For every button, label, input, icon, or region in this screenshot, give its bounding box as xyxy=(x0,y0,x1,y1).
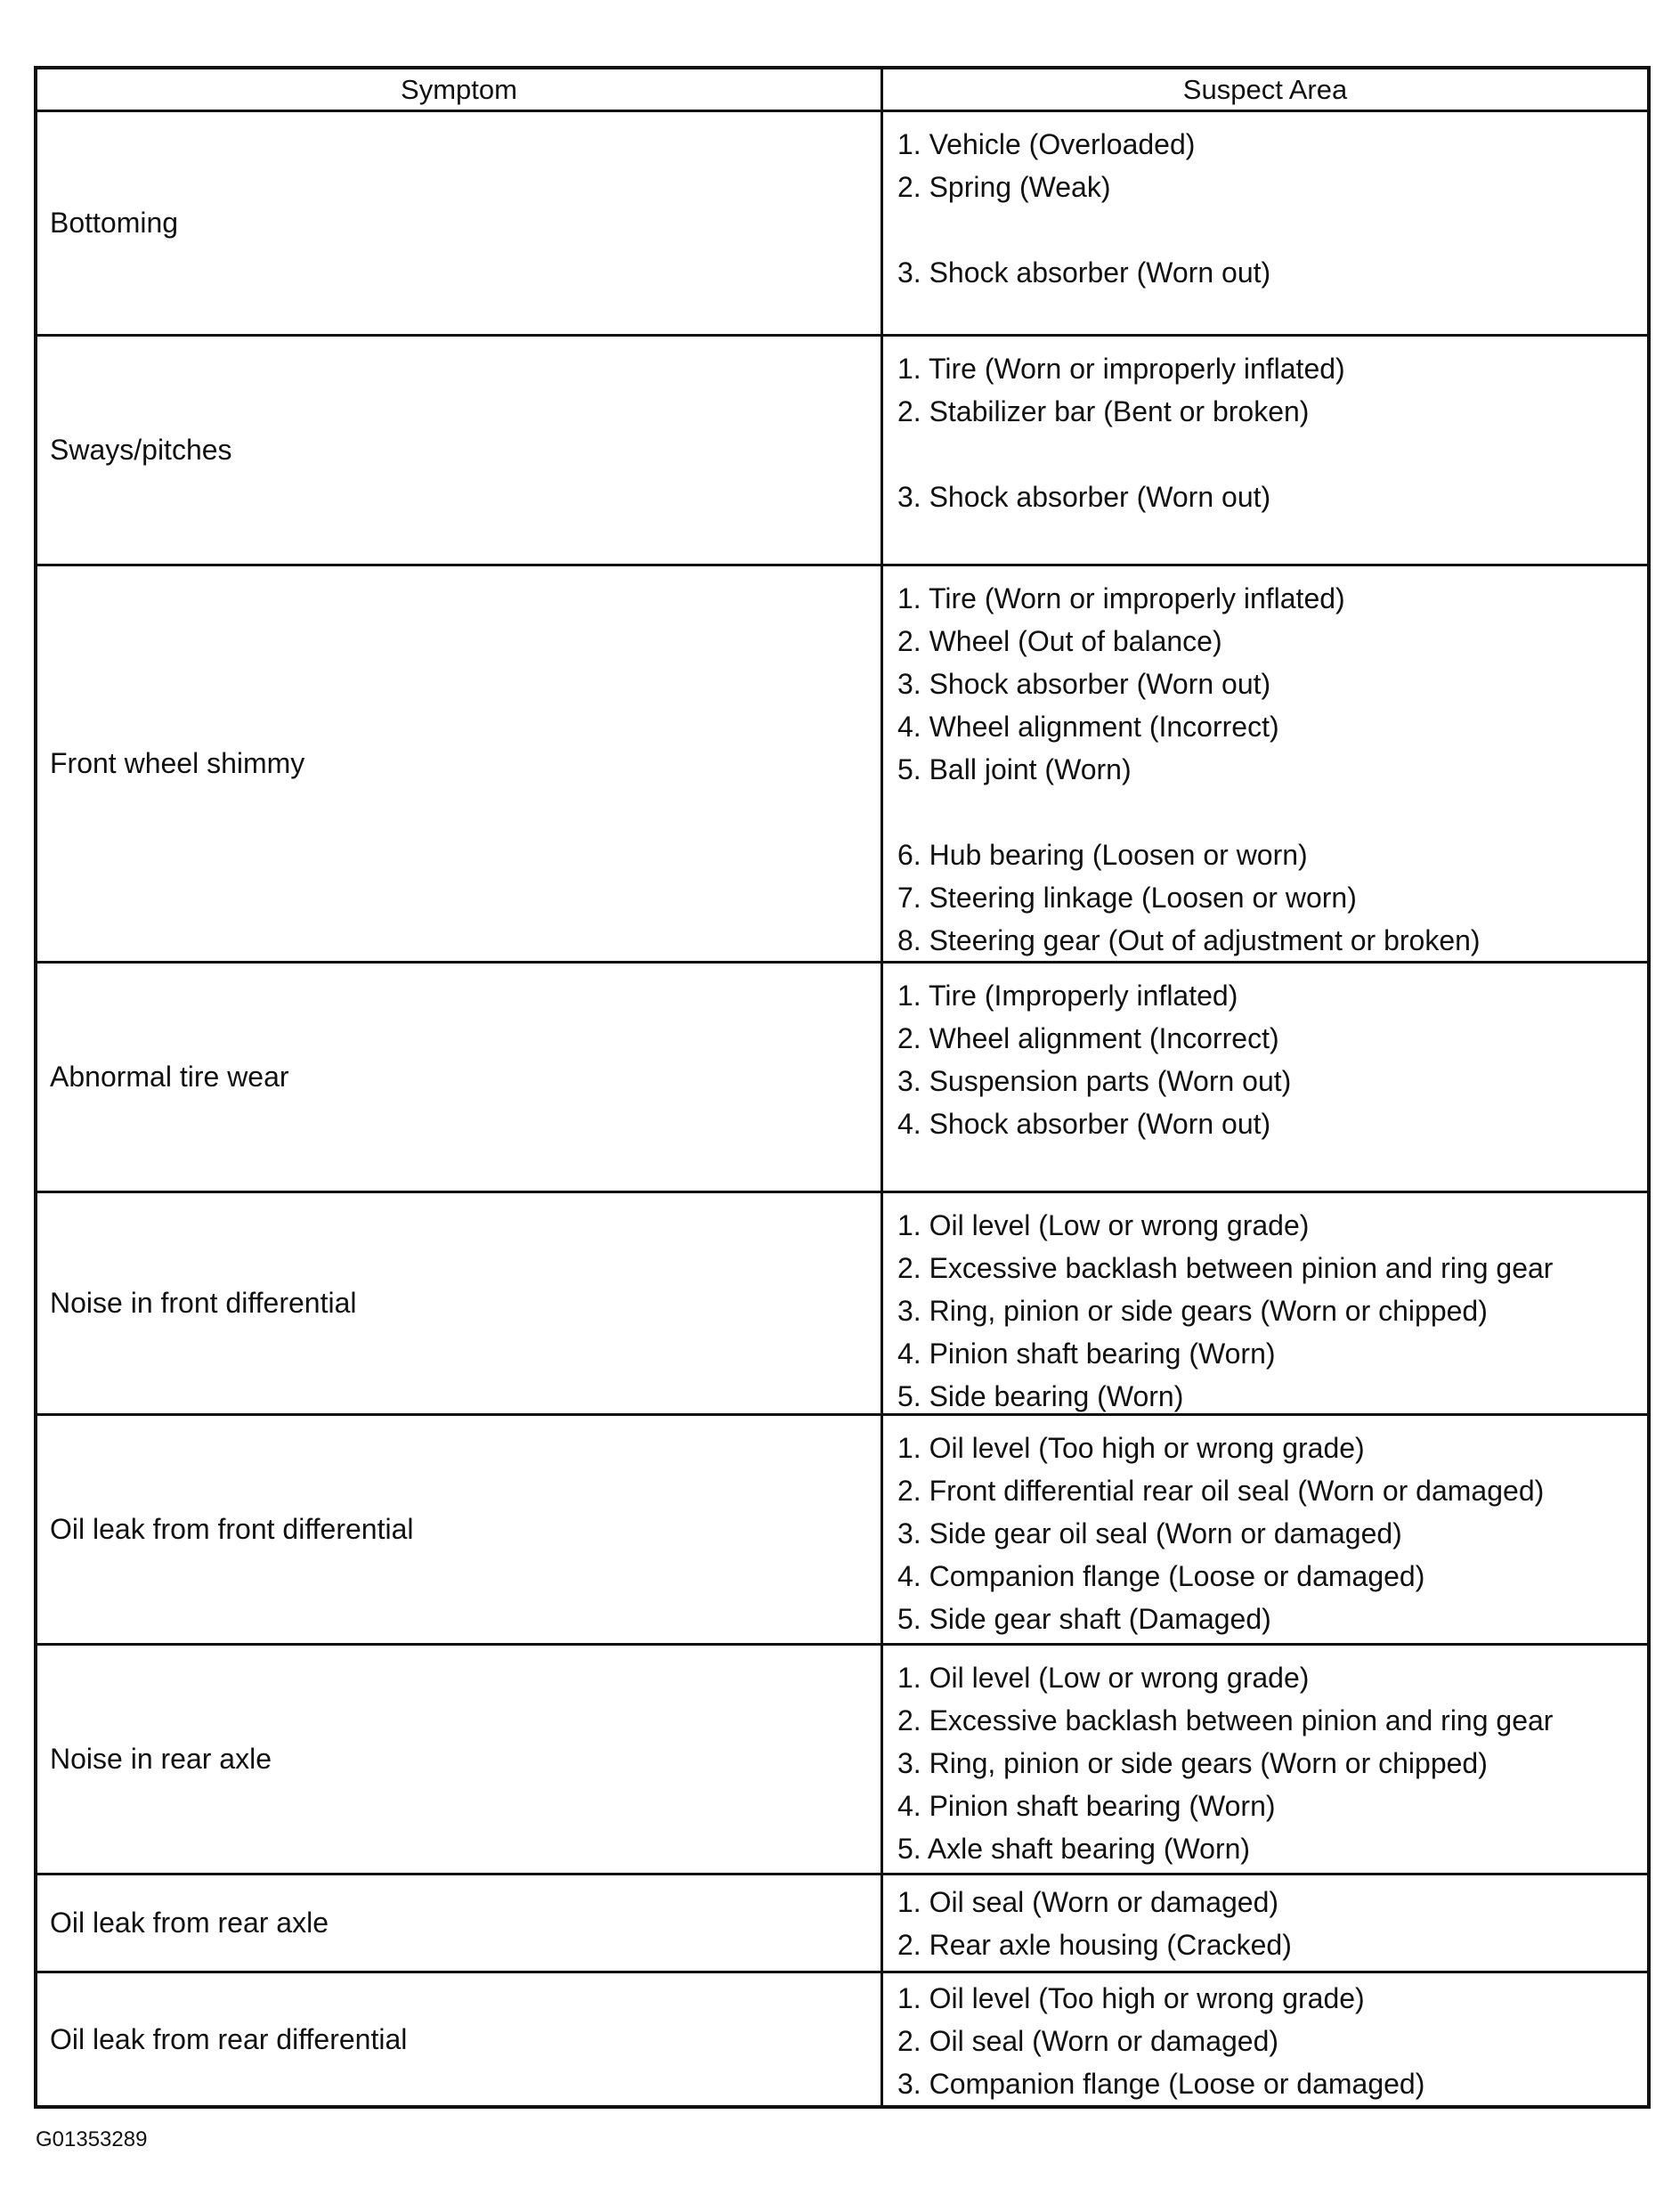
suspect-item: 4. Wheel alignment (Incorrect) xyxy=(897,711,1279,743)
table-row xyxy=(37,1646,1647,1875)
table-row xyxy=(37,964,1647,1193)
suspect-item: 4. Pinion shaft bearing (Worn) xyxy=(897,1790,1276,1822)
suspect-item: 1. Oil level (Low or wrong grade) xyxy=(897,1662,1310,1694)
suspect-item: 1. Tire (Improperly inflated) xyxy=(897,980,1238,1012)
suspect-item: 2. Stabilizer bar (Bent or broken) xyxy=(897,395,1310,427)
suspect-item: 2. Spring (Weak) xyxy=(897,171,1111,203)
suspect-cell xyxy=(883,1416,1647,1643)
suspect-item: 3. Companion flange (Loose or damaged) xyxy=(897,2068,1425,2100)
suspect-item: 2. Wheel alignment (Incorrect) xyxy=(897,1022,1279,1054)
suspect-item: 2. Front differential rear oil seal (Worn or damaged) xyxy=(897,1475,1545,1507)
suspect-item: 3. Shock absorber (Worn out) xyxy=(897,668,1271,700)
symptom-cell: Noise in rear axle xyxy=(37,1646,883,1873)
suspect-cell xyxy=(883,1973,1647,2105)
suspect-item: 1. Oil seal (Worn or damaged) xyxy=(897,1886,1279,1918)
suspect-item: 3. Shock absorber (Worn out) xyxy=(897,481,1271,513)
suspect-item: 1. Oil level (Too high or wrong grade) xyxy=(897,1432,1365,1464)
symptom-cell: Oil leak from rear axle xyxy=(37,1875,883,1971)
table-header xyxy=(37,69,1647,112)
suspect-item: 5. Ball joint (Worn) xyxy=(897,753,1132,785)
table-row xyxy=(37,566,1647,964)
table-row xyxy=(37,112,1647,337)
suspect-cell xyxy=(883,112,1647,334)
suspect-item: 3. Shock absorber (Worn out) xyxy=(897,256,1271,289)
suspect-item: 1. Oil level (Too high or wrong grade) xyxy=(897,1982,1365,2014)
suspect-item: 3. Suspension parts (Worn out) xyxy=(897,1065,1292,1097)
header-suspect-area: Suspect Area xyxy=(1182,73,1348,105)
header-symptom: Symptom xyxy=(37,69,883,110)
suspect-cell xyxy=(883,964,1647,1191)
suspect-cell xyxy=(883,337,1647,564)
symptom-cell: Bottoming xyxy=(37,112,883,334)
suspect-item: 4. Shock absorber (Worn out) xyxy=(897,1108,1271,1140)
figure-id: G01353289 xyxy=(36,2127,148,2151)
table-row xyxy=(37,1416,1647,1646)
suspect-item: 7. Steering linkage (Loosen or worn) xyxy=(897,882,1357,914)
symptom-cell: Noise in front differential xyxy=(37,1193,883,1413)
table-row xyxy=(37,337,1647,566)
suspect-cell xyxy=(883,1193,1647,1413)
suspect-item: 5. Side bearing (Worn) xyxy=(897,1380,1184,1412)
table-row xyxy=(37,1193,1647,1416)
symptom-cell: Sways/pitches xyxy=(37,337,883,564)
suspect-item: 1. Tire (Worn or improperly inflated) xyxy=(897,582,1345,614)
suspect-item: 5. Axle shaft bearing (Worn) xyxy=(897,1833,1251,1865)
suspect-item: 3. Ring, pinion or side gears (Worn or chipped) xyxy=(897,1295,1488,1327)
suspect-item: 1. Vehicle (Overloaded) xyxy=(897,128,1196,160)
suspect-item: 2. Rear axle housing (Cracked) xyxy=(897,1929,1292,1961)
symptom-cell: Oil leak from front differential xyxy=(37,1416,883,1643)
suspect-item: 1. Tire (Worn or improperly inflated) xyxy=(897,353,1345,385)
suspect-item: 4. Companion flange (Loose or damaged) xyxy=(897,1560,1425,1592)
suspect-item: 2. Wheel (Out of balance) xyxy=(897,625,1222,657)
suspect-item: 2. Oil seal (Worn or damaged) xyxy=(897,2025,1279,2057)
symptom-cell: Front wheel shimmy xyxy=(37,566,883,961)
suspect-item: 3. Side gear oil seal (Worn or damaged) xyxy=(897,1517,1402,1549)
suspect-item: 2. Excessive backlash between pinion and ring gear xyxy=(897,1252,1554,1284)
suspect-cell xyxy=(883,566,1647,961)
suspect-item: 6. Hub bearing (Loosen or worn) xyxy=(897,839,1308,871)
suspect-item: 8. Steering gear (Out of adjustment or broken) xyxy=(897,924,1481,956)
suspect-item: 2. Excessive backlash between pinion and ring gear xyxy=(897,1704,1554,1736)
suspect-item: 3. Ring, pinion or side gears (Worn or chipped) xyxy=(897,1747,1488,1779)
table-row xyxy=(37,1973,1647,2105)
table-row xyxy=(37,1875,1647,1973)
symptom-cell: Abnormal tire wear xyxy=(37,964,883,1191)
suspect-item: 5. Side gear shaft (Damaged) xyxy=(897,1603,1271,1635)
symptom-cell: Oil leak from rear differential xyxy=(37,1973,883,2105)
suspect-cell xyxy=(883,1875,1647,1971)
suspect-item: 4. Pinion shaft bearing (Worn) xyxy=(897,1338,1276,1370)
symptom-table xyxy=(34,66,1651,2109)
suspect-cell xyxy=(883,1646,1647,1873)
suspect-item: 1. Oil level (Low or wrong grade) xyxy=(897,1209,1310,1241)
